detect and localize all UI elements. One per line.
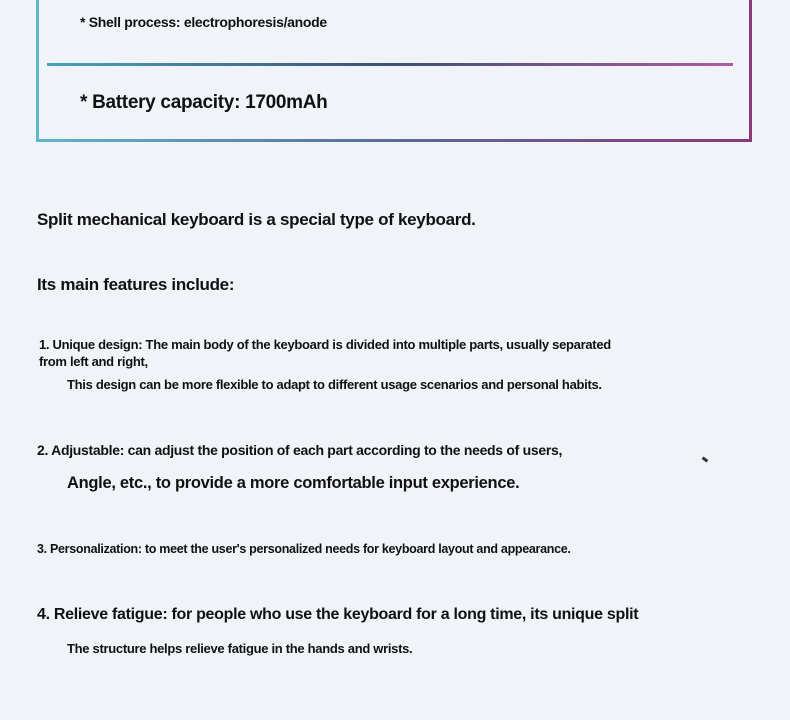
feature-1-line-2: from left and right, — [39, 354, 148, 369]
feature-1-line-3: This design can be more flexible to adapt to different usage scenarios and personal habits. — [67, 377, 602, 392]
feature-2-line-2: Angle, etc., to provide a more comfortable input experience. — [67, 474, 520, 492]
stray-mark — [702, 457, 709, 463]
features-heading: Its main features include: — [37, 275, 235, 294]
feature-1-line-1: 1. Unique design: The main body of the keyboard is divided into multiple parts, usually separated — [39, 337, 611, 352]
feature-3-line-1: 3. Personalization: to meet the user's personalized needs for keyboard layout and appearance. — [37, 542, 571, 556]
shell-process-spec: * Shell process: electrophoresis/anode — [80, 14, 327, 30]
feature-2-line-1: 2. Adjustable: can adjust the position of each part according to the needs of users, — [37, 442, 563, 458]
intro-text: Split mechanical keyboard is a special type of keyboard. — [37, 210, 476, 229]
feature-4-line-1: 4. Relieve fatigue: for people who use the keyboard for a long time, its unique split — [37, 606, 639, 623]
battery-capacity-spec: * Battery capacity: 1700mAh — [80, 92, 328, 113]
spec-divider — [47, 63, 733, 66]
feature-4-line-2: The structure helps relieve fatigue in the hands and wrists. — [67, 641, 413, 656]
